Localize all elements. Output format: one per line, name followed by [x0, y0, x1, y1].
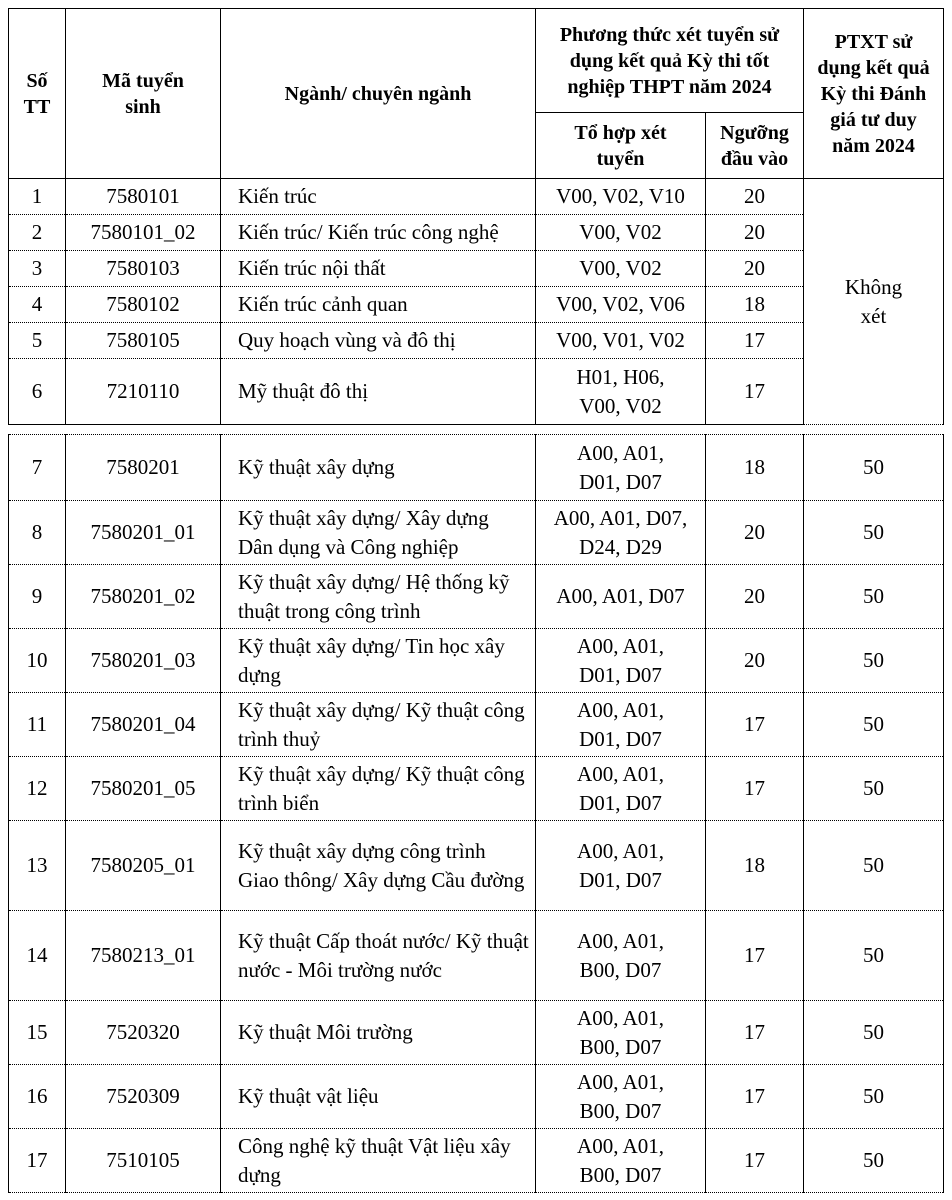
cell-stt: 9 — [9, 565, 66, 629]
cell-to-hop: A00, A01, B00, D07 — [536, 1065, 706, 1129]
cell-to-hop: V00, V02 — [536, 251, 706, 287]
cell-stt: 2 — [9, 215, 66, 251]
cell-stt: 13 — [9, 821, 66, 911]
cell-nganh: Kiến trúc/ Kiến trúc công nghệ — [221, 215, 536, 251]
table-row — [9, 179, 944, 215]
cell-dgtd: 50 — [804, 501, 944, 565]
table-row — [9, 215, 944, 251]
admission-table-architecture — [8, 8, 944, 425]
cell-nganh: Kiến trúc nội thất — [221, 251, 536, 287]
cell-dgtd: 50 — [804, 1065, 944, 1129]
cell-nguong: 17 — [706, 1129, 804, 1193]
cell-stt: 6 — [9, 359, 66, 425]
cell-nguong: 20 — [706, 501, 804, 565]
cell-ma: 7580201_05 — [66, 757, 221, 821]
cell-dgtd: 50 — [804, 435, 944, 501]
cell-nguong: 20 — [706, 251, 804, 287]
header-stt: Số TT — [9, 9, 66, 179]
cell-ma: 7580103 — [66, 251, 221, 287]
cell-ma: 7580201_04 — [66, 693, 221, 757]
cell-dgtd-khong-xet: Không xét — [804, 179, 944, 425]
header-thpt-method: Phương thức xét tuyển sử dụng kết quả Kỳ thi tốt nghiệp THPT năm 2024 — [536, 9, 804, 113]
header-to-hop: Tổ hợp xét tuyển — [536, 113, 706, 179]
cell-dgtd: 50 — [804, 565, 944, 629]
cell-nganh: Kỹ thuật vật liệu — [221, 1065, 536, 1129]
cell-ma: 7580105 — [66, 323, 221, 359]
cell-stt: 15 — [9, 1001, 66, 1065]
cell-ma: 7520309 — [66, 1065, 221, 1129]
cell-to-hop: A00, A01, D01, D07 — [536, 629, 706, 693]
cell-ma: 7580201_03 — [66, 629, 221, 693]
cell-nguong: 18 — [706, 435, 804, 501]
cell-nganh: Kỹ thuật Môi trường — [221, 1001, 536, 1065]
cell-to-hop: V00, V02 — [536, 215, 706, 251]
table-row — [9, 757, 944, 821]
cell-ma: 7210110 — [66, 359, 221, 425]
table-row — [9, 565, 944, 629]
cell-nguong: 20 — [706, 629, 804, 693]
table-row — [9, 323, 944, 359]
cell-nganh: Công nghệ kỹ thuật Vật liệu xây dựng — [221, 1129, 536, 1193]
table-row — [9, 501, 944, 565]
admission-table-engineering — [8, 434, 944, 1193]
cell-ma: 7580213_01 — [66, 911, 221, 1001]
cell-nganh: Mỹ thuật đô thị — [221, 359, 536, 425]
cell-ma: 7580201_02 — [66, 565, 221, 629]
cell-nganh: Kiến trúc — [221, 179, 536, 215]
cell-ma: 7580201_01 — [66, 501, 221, 565]
cell-dgtd: 50 — [804, 629, 944, 693]
cell-ma: 7580102 — [66, 287, 221, 323]
table-row — [9, 911, 944, 1001]
cell-to-hop: A00, A01, D01, D07 — [536, 821, 706, 911]
cell-to-hop: A00, A01, B00, D07 — [536, 911, 706, 1001]
cell-nguong: 20 — [706, 215, 804, 251]
cell-nguong: 18 — [706, 287, 804, 323]
table-row — [9, 1129, 944, 1193]
cell-ma: 7580201 — [66, 435, 221, 501]
cell-to-hop: A00, A01, D01, D07 — [536, 693, 706, 757]
cell-to-hop: A00, A01, D07, D24, D29 — [536, 501, 706, 565]
table-row — [9, 693, 944, 757]
cell-nguong: 17 — [706, 1065, 804, 1129]
cell-nganh: Kỹ thuật xây dựng/ Kỹ thuật công trình biển — [221, 757, 536, 821]
cell-stt: 7 — [9, 435, 66, 501]
table-row — [9, 629, 944, 693]
cell-stt: 16 — [9, 1065, 66, 1129]
table-row — [9, 821, 944, 911]
cell-dgtd: 50 — [804, 1129, 944, 1193]
cell-stt: 1 — [9, 179, 66, 215]
cell-nganh: Kỹ thuật xây dựng/ Hệ thống kỹ thuật trong công trình — [221, 565, 536, 629]
cell-ma: 7520320 — [66, 1001, 221, 1065]
cell-nganh: Kỹ thuật xây dựng/ Tin học xây dựng — [221, 629, 536, 693]
cell-to-hop: V00, V02, V06 — [536, 287, 706, 323]
cell-stt: 3 — [9, 251, 66, 287]
cell-nguong: 17 — [706, 359, 804, 425]
cell-nganh: Kỹ thuật xây dựng/ Xây dựng Dân dụng và Công nghiệp — [221, 501, 536, 565]
cell-to-hop: A00, A01, D01, D07 — [536, 757, 706, 821]
header-dgtd-method: PTXT sử dụng kết quả Kỳ thi Đánh giá tư duy năm 2024 — [804, 9, 944, 179]
cell-stt: 5 — [9, 323, 66, 359]
cell-stt: 10 — [9, 629, 66, 693]
cell-nguong: 17 — [706, 1001, 804, 1065]
cell-to-hop: A00, A01, B00, D07 — [536, 1001, 706, 1065]
cell-dgtd: 50 — [804, 1001, 944, 1065]
cell-to-hop: V00, V02, V10 — [536, 179, 706, 215]
cell-nguong: 18 — [706, 821, 804, 911]
cell-dgtd: 50 — [804, 693, 944, 757]
cell-dgtd: 50 — [804, 821, 944, 911]
cell-stt: 8 — [9, 501, 66, 565]
cell-nganh: Quy hoạch vùng và đô thị — [221, 323, 536, 359]
cell-dgtd: 50 — [804, 911, 944, 1001]
cell-ma: 7580101 — [66, 179, 221, 215]
cell-nguong: 17 — [706, 323, 804, 359]
cell-nguong: 17 — [706, 693, 804, 757]
header-ma-tuyen-sinh: Mã tuyển sinh — [66, 9, 221, 179]
cell-nganh: Kỹ thuật xây dựng/ Kỹ thuật công trình thuỷ — [221, 693, 536, 757]
cell-to-hop: H01, H06, V00, V02 — [536, 359, 706, 425]
table-row — [9, 1001, 944, 1065]
table-row — [9, 1065, 944, 1129]
cell-nguong: 20 — [706, 179, 804, 215]
table-row — [9, 251, 944, 287]
table-row — [9, 435, 944, 501]
cell-nganh: Kỹ thuật Cấp thoát nước/ Kỹ thuật nước - Môi trường nước — [221, 911, 536, 1001]
cell-ma: 7510105 — [66, 1129, 221, 1193]
cell-nguong: 17 — [706, 911, 804, 1001]
header-nganh: Ngành/ chuyên ngành — [221, 9, 536, 179]
cell-ma: 7580205_01 — [66, 821, 221, 911]
cell-nguong: 20 — [706, 565, 804, 629]
cell-to-hop: A00, A01, B00, D07 — [536, 1129, 706, 1193]
table-row — [9, 287, 944, 323]
cell-stt: 12 — [9, 757, 66, 821]
cell-nganh: Kỹ thuật xây dựng công trình Giao thông/ Xây dựng Cầu đường — [221, 821, 536, 911]
cell-stt: 4 — [9, 287, 66, 323]
cell-ma: 7580101_02 — [66, 215, 221, 251]
table-row — [9, 359, 944, 425]
cell-dgtd: 50 — [804, 757, 944, 821]
cell-nganh: Kỹ thuật xây dựng — [221, 435, 536, 501]
cell-stt: 11 — [9, 693, 66, 757]
cell-to-hop: A00, A01, D07 — [536, 565, 706, 629]
cell-to-hop: A00, A01, D01, D07 — [536, 435, 706, 501]
cell-stt: 17 — [9, 1129, 66, 1193]
cell-nganh: Kiến trúc cảnh quan — [221, 287, 536, 323]
cell-nguong: 17 — [706, 757, 804, 821]
cell-to-hop: V00, V01, V02 — [536, 323, 706, 359]
header-nguong: Ngưỡng đầu vào — [706, 113, 804, 179]
cell-stt: 14 — [9, 911, 66, 1001]
